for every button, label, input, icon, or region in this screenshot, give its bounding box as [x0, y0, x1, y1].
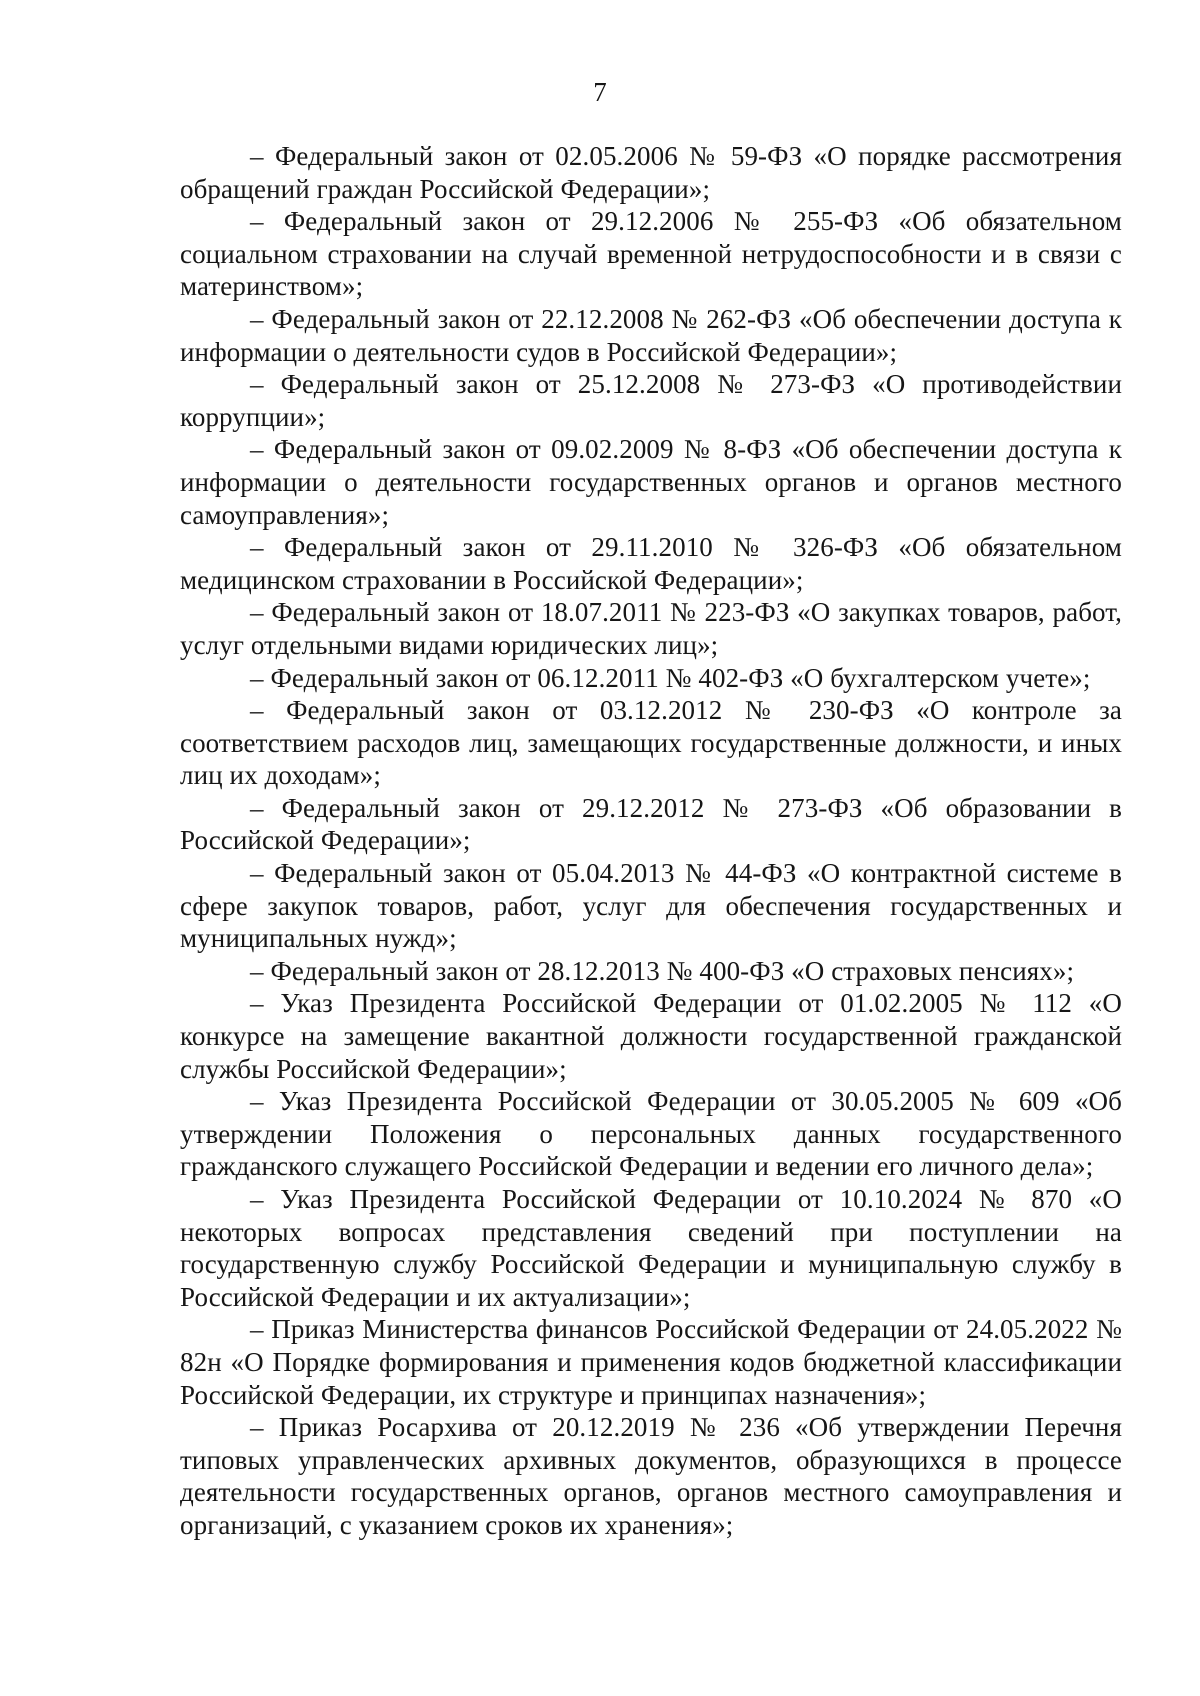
page-number: 7 [593, 77, 607, 107]
list-item: – Федеральный закон от 02.05.2006 № 59-ФЗ «О порядке рассмотрения обращений граждан Российской Федерации»; [180, 141, 1122, 204]
list-item: – Федеральный закон от 25.12.2008 № 273-ФЗ «О противодействии коррупции»; [180, 369, 1122, 432]
list-item: – Федеральный закон от 06.12.2011 № 402-ФЗ «О бухгалтерском учете»; [250, 662, 1091, 693]
list-item: – Приказ Росархива от 20.12.2019 № 236 «Об утверждении Перечня типовых управленческих архивных документов, образующихся в процессе деятельности государственных органов, органов местного самоуправления и организаций, с указанием сроков их хранения»; [180, 1412, 1122, 1540]
list-item: – Федеральный закон от 03.12.2012 № 230-ФЗ «О контроле за соответствием расходов лиц, замещающих государственные должности, и иных лиц их доходам»; [180, 695, 1122, 791]
list-item: – Федеральный закон от 29.12.2012 № 273-ФЗ «Об образовании в Российской Федерации»; [180, 792, 1122, 856]
list-item: – Федеральный закон от 18.07.2011 № 223-ФЗ «О закупках товаров, работ, услуг отдельными видами юридических лиц»; [180, 597, 1122, 660]
list-item: – Федеральный закон от 22.12.2008 № 262-ФЗ «Об обеспечении доступа к информации о деятельности судов в Российской Федерации»; [180, 303, 1122, 367]
legal-acts-list [180, 140, 1122, 1542]
list-item: – Указ Президента Российской Федерации от 10.10.2024 № 870 «О некоторых вопросах представления сведений при поступлении на государственную службу Российской Федерации и муниципальную службу в Российской Федерации и их актуализации»; [180, 1184, 1122, 1312]
list-item: – Указ Президента Российской Федерации от 30.05.2005 № 609 «Об утверждении Положения о персональных данных государственного гражданского служащего Российской Федерации и ведении его личного дела»; [180, 1086, 1122, 1182]
list-item: – Федеральный закон от 29.11.2010 № 326-ФЗ «Об обязательном медицинском страховании в Российской Федерации»; [180, 532, 1122, 595]
list-item: – Федеральный закон от 09.02.2009 № 8-ФЗ «Об обеспечении доступа к информации о деятельности государственных органов и органов местного самоуправления»; [180, 434, 1122, 530]
list-item: – Федеральный закон от 28.12.2013 № 400-ФЗ «О страховых пенсиях»; [250, 955, 1075, 986]
list-item: – Указ Президента Российской Федерации от 01.02.2005 № 112 «О конкурсе на замещение вакантной должности государственной гражданской службы Российской Федерации»; [180, 988, 1122, 1084]
list-item: – Федеральный закон от 05.04.2013 № 44-ФЗ «О контрактной системе в сфере закупок товаров, работ, услуг для обеспечения государственных и муниципальных нужд»; [180, 858, 1122, 954]
list-item: – Федеральный закон от 29.12.2006 № 255-ФЗ «Об обязательном социальном страховании на случай временной нетрудоспособности и в связи с материнством»; [180, 206, 1122, 302]
list-item: – Приказ Министерства финансов Российской Федерации от 24.05.2022 № 82н «О Порядке формирования и применения кодов бюджетной классификации Российской Федерации, их структуре и принципах назначения»; [180, 1314, 1122, 1410]
